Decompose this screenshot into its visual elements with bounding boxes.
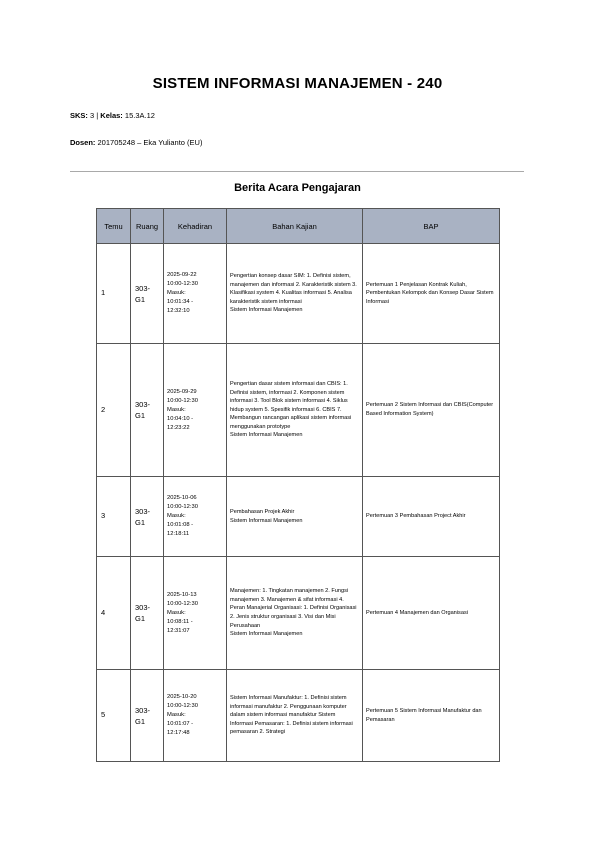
table-row (97, 477, 500, 557)
cell-bahan-kajian: Pengertian dasar sistem informasi dan CBIS: 1. Definisi sistem, informasi 2. Komponen sistem informasi 3. Tool Blok sistem informasi 4. Siklus hidup system 5. Spesifik informasi 6. CBIS 7. Membangun rancangan aplikasi sistem informasi menggunakan prototype Sistem Informasi Manajemen (227, 344, 363, 477)
cell-kehadiran: 2025-09-22 10:00-12:30 Masuk: 10:01:34 - 12:32:10 (164, 244, 227, 344)
column-header-temu: Temu (97, 209, 131, 244)
cell-bap: Pertemuan 4 Manajemen dan Organisasi (363, 557, 500, 670)
document-title: SISTEM INFORMASI MANAJEMEN - 240 (152, 75, 443, 92)
dosen-label: Dosen: (70, 138, 96, 147)
table-row (97, 344, 500, 477)
cell-kehadiran: 2025-10-20 10:00-12:30 Masuk: 10:01:07 - 12:17:48 (164, 670, 227, 762)
cell-temu: 2 (97, 344, 131, 477)
sks-value: 3 | (87, 111, 101, 120)
cell-ruang: 303- G1 (131, 670, 164, 762)
kelas-label: Kelas: (100, 111, 123, 120)
cell-bap: Pertemuan 5 Sistem Informasi Manufaktur dan Pemasaran (363, 670, 500, 762)
cell-bahan-kajian: Manajemen: 1. Tingkatan manajemen 2. Fungsi manajemen 3. Manajemen & sifat informasi 4. Peran Manajerial Organisasi: 1. Definisi Organisasi 2. Jenis struktur organisasi 3. Visi dan Misi Perusahaan Sistem Informasi Manajemen (227, 557, 363, 670)
cell-ruang: 303- G1 (131, 344, 164, 477)
lecturer-line (70, 138, 202, 147)
cell-temu: 1 (97, 244, 131, 344)
course-meta-line (70, 111, 155, 120)
table-header-row (97, 209, 500, 244)
cell-bap: Pertemuan 1 Penjelasan Kontrak Kuliah, Pembentukan Kelompok dan Konsep Dasar Sistem Informasi (363, 244, 500, 344)
divider (70, 171, 524, 172)
cell-kehadiran: 2025-09-29 10:00-12:30 Masuk: 10:04:10 - 12:23:22 (164, 344, 227, 477)
cell-kehadiran: 2025-10-06 10:00-12:30 Masuk: 10:01:08 - 12:18:11 (164, 477, 227, 557)
cell-bahan-kajian: Sistem Informasi Manufaktur: 1. Definisi sistem informasi manufaktur 2. Penggunaan komputer dalam sistem informasi manufaktur Sistem Informasi Pemasaran: 1. Definisi sistem informasi pemasaran 2. Strategi (227, 670, 363, 762)
cell-bap: Pertemuan 3 Pembahasan Project Akhir (363, 477, 500, 557)
section-title: Berita Acara Pengajaran (234, 182, 361, 194)
cell-ruang: 303- G1 (131, 477, 164, 557)
table-row (97, 670, 500, 762)
cell-ruang: 303- G1 (131, 244, 164, 344)
table-row (97, 557, 500, 670)
table-row (97, 244, 500, 344)
cell-ruang: 303- G1 (131, 557, 164, 670)
cell-bahan-kajian: Pembahasan Projek Akhir Sistem Informasi Manajemen (227, 477, 363, 557)
cell-kehadiran: 2025-10-13 10:00-12:30 Masuk: 10:08:11 - 12:31:07 (164, 557, 227, 670)
sks-label: SKS: (70, 111, 88, 120)
cell-temu: 5 (97, 670, 131, 762)
column-header-bap: BAP (363, 209, 500, 244)
column-header-ruang: Ruang (131, 209, 164, 244)
cell-bahan-kajian: Pengertian konsep dasar SIM: 1. Definisi sistem, manajemen dan informasi 2. Karakteristik sistem 3. Klasifikasi system 4. Kualitas informasi 5. Analisa karakteristik sistem informasi Sistem Informasi Manajemen (227, 244, 363, 344)
column-header-bahan-kajian: Bahan Kajian (227, 209, 363, 244)
column-header-kehadiran: Kehadiran (164, 209, 227, 244)
dosen-value: 201705248 – Eka Yulianto (EU) (95, 138, 203, 147)
kelas-value: 15.3A.12 (122, 111, 155, 120)
cell-temu: 3 (97, 477, 131, 557)
cell-temu: 4 (97, 557, 131, 670)
cell-bap: Pertemuan 2 Sistem Informasi dan CBIS(Computer Based Information System) (363, 344, 500, 477)
teaching-record-table (96, 208, 500, 762)
